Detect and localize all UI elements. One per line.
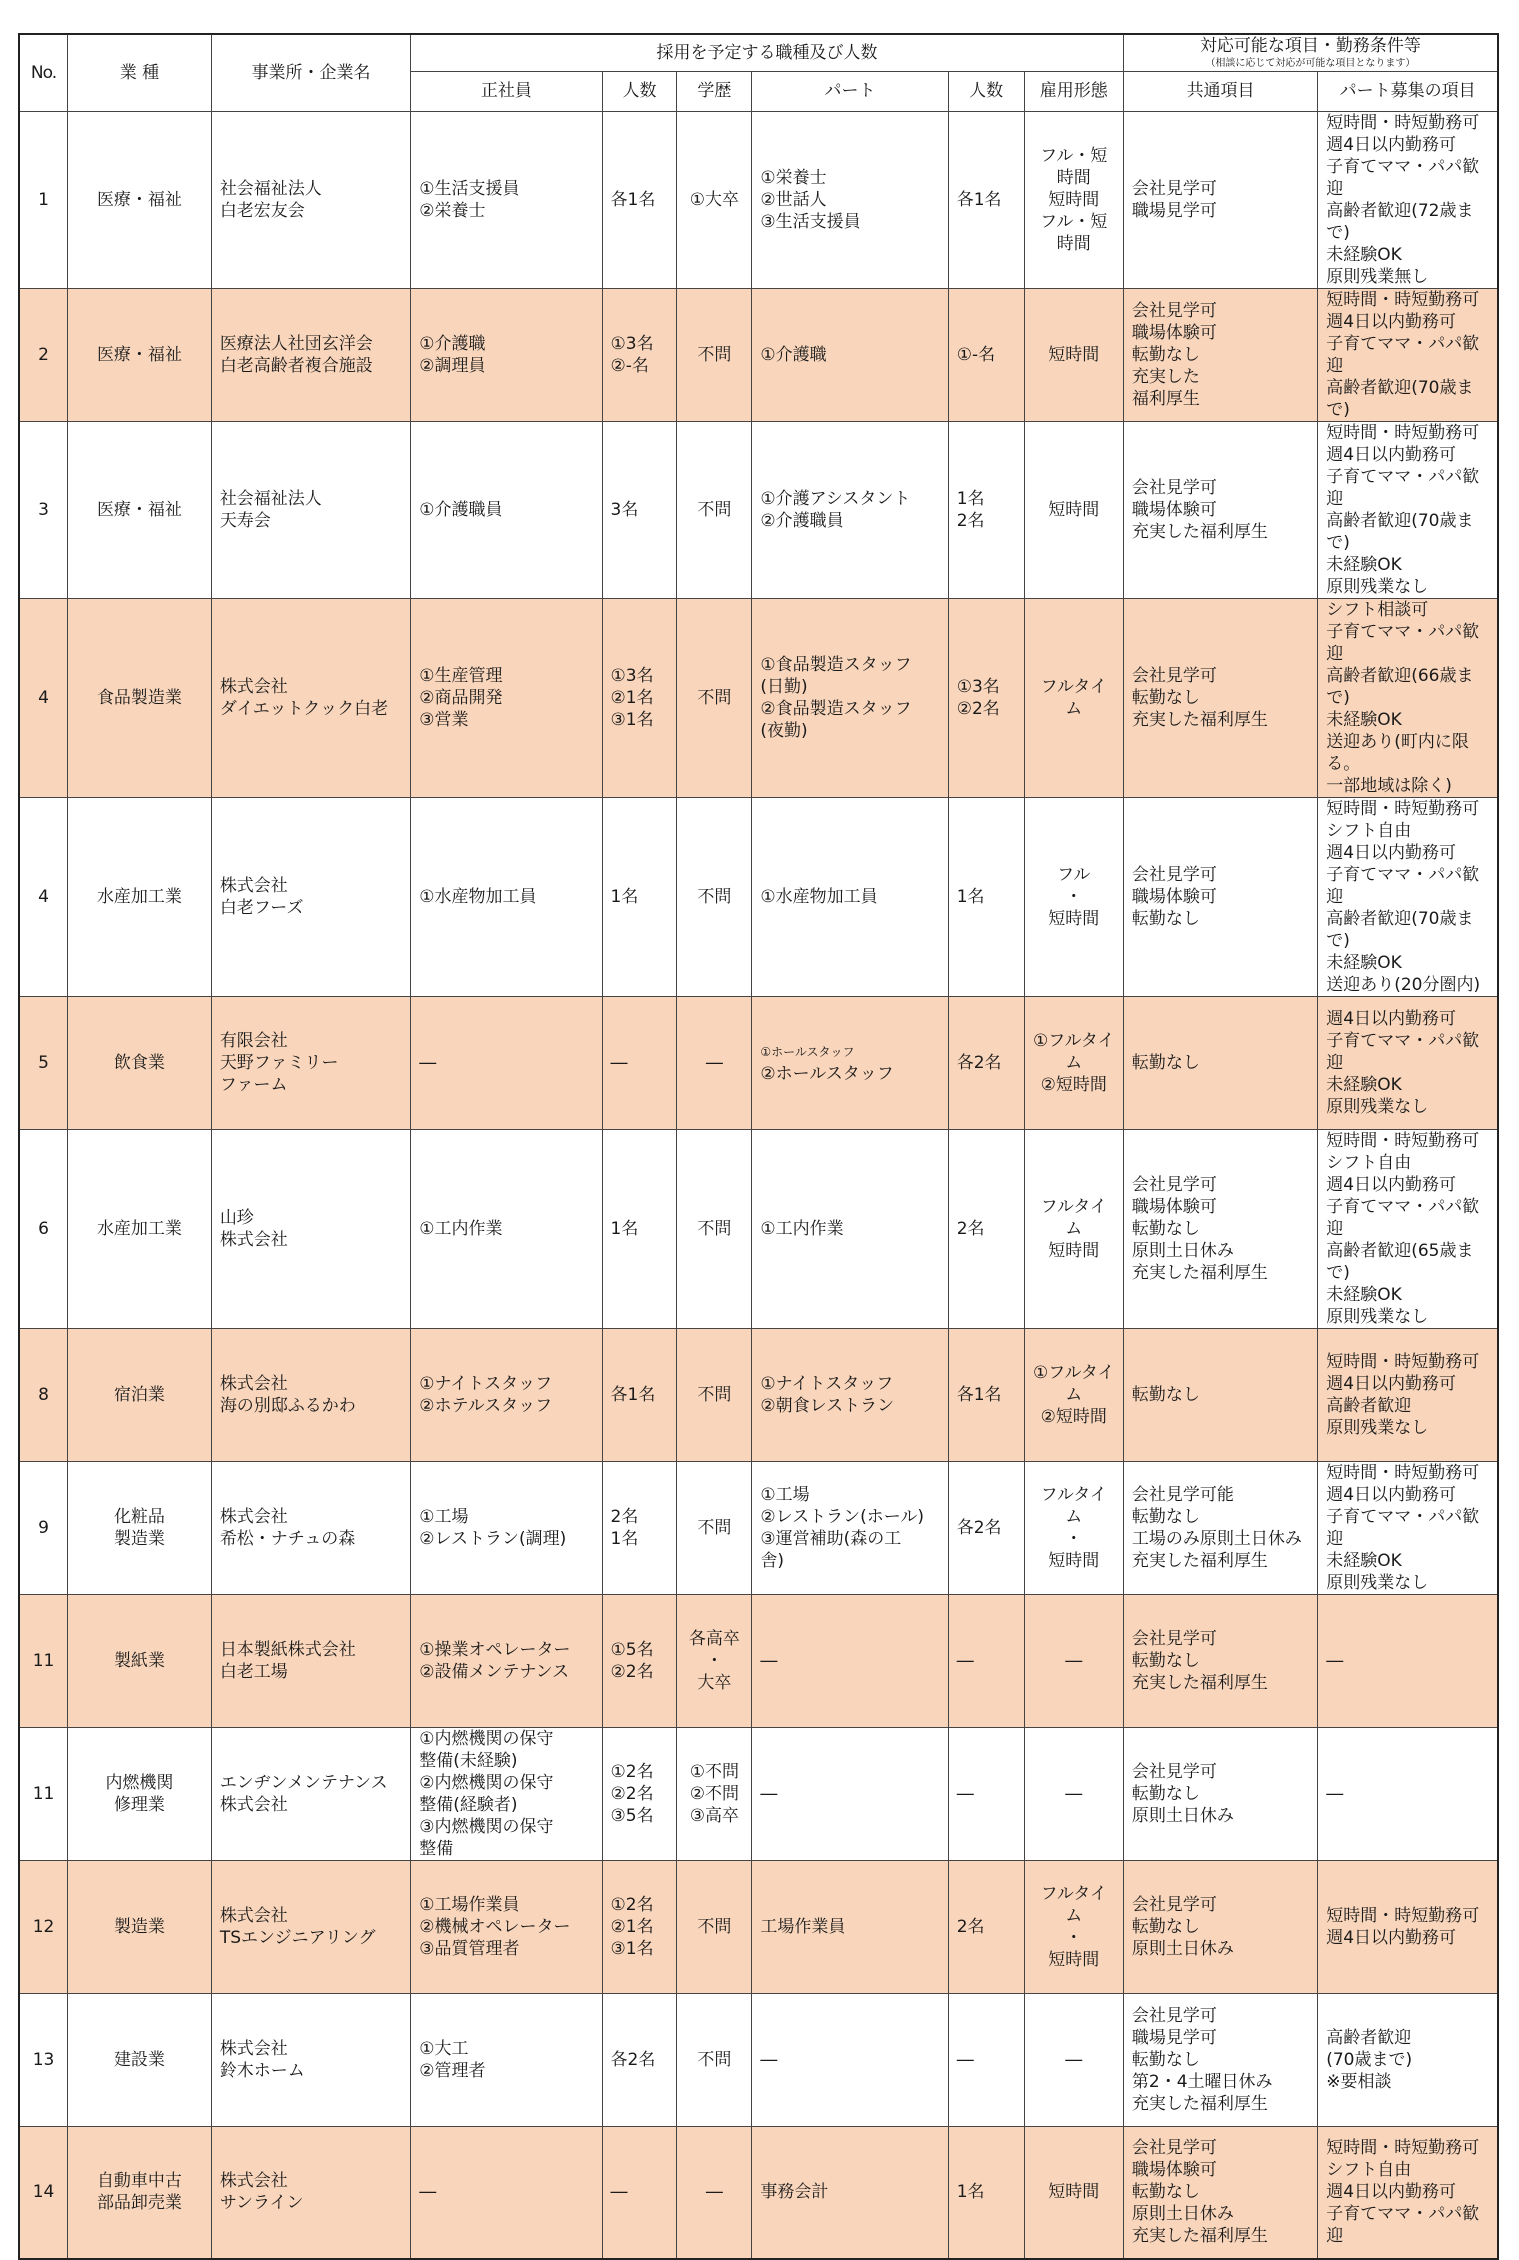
cell-employment: フルタイム ・ 短時間 (1024, 1461, 1123, 1594)
cell-count2: ①3名 ②2名 (948, 598, 1024, 797)
cell-industry: 自動車中古 部品卸売業 (68, 2126, 212, 2259)
header-common: 共通項目 (1123, 71, 1317, 111)
cell-count2: 各1名 (948, 1328, 1024, 1461)
cell-count2: 2名 (948, 1129, 1024, 1328)
cell-industry: 内燃機関 修理業 (68, 1727, 212, 1860)
cell-common: 会社見学可 転勤なし 充実した福利厚生 (1123, 598, 1317, 797)
cell-industry: 製紙業 (68, 1594, 212, 1727)
table-row (19, 1129, 1498, 1328)
cell-no: 11 (19, 1727, 68, 1860)
cell-count2: 2名 (948, 1860, 1024, 1993)
cell-common: 会社見学可 職場見学可 転勤なし 第2・4土曜日休み 充実した福利厚生 (1123, 1993, 1317, 2126)
cell-no: 12 (19, 1860, 68, 1993)
cell-count2: ― (948, 1727, 1024, 1860)
cell-count1: ①3名 ②-名 (602, 288, 677, 421)
table-row (19, 1860, 1498, 1993)
cell-regular: ①操業オペレーター ②設備メンテナンス (411, 1594, 602, 1727)
cell-no: 4 (19, 797, 68, 996)
cell-industry: 医療・福祉 (68, 111, 212, 288)
header-count2: 人数 (948, 71, 1024, 111)
table-row (19, 421, 1498, 598)
cell-no: 5 (19, 996, 68, 1129)
cell-education: 不問 (677, 1860, 752, 1993)
cell-company: 株式会社 白老フーズ (211, 797, 410, 996)
cell-part-items: 短時間・時短勤務可 シフト自由 週4日以内勤務可 子育てママ・パパ歓迎 高齢者歓迎(70歳まで) 未経験OK 送迎あり(20分圏内) (1318, 797, 1498, 996)
header-conditions-note: （相談に応じて対応が可能な項目となります） (1205, 58, 1416, 70)
header-part: パート (752, 71, 948, 111)
cell-industry: 水産加工業 (68, 1129, 212, 1328)
cell-education: 不問 (677, 1129, 752, 1328)
table-row (19, 1993, 1498, 2126)
table-row (19, 1727, 1498, 1860)
cell-education: ― (677, 2126, 752, 2259)
cell-part: ①食品製造スタッフ (日勤) ②食品製造スタッフ (夜勤) (752, 598, 948, 797)
cell-no: 4 (19, 598, 68, 797)
cell-education: 不問 (677, 421, 752, 598)
cell-regular: ― (411, 2126, 602, 2259)
cell-company: 日本製紙株式会社 白老工場 (211, 1594, 410, 1727)
cell-part-items: 短時間・時短勤務可 シフト自由 週4日以内勤務可 子育てママ・パパ歓迎 高齢者歓迎(65歳まで) 未経験OK 原則残業なし (1318, 1129, 1498, 1328)
cell-common: 会社見学可 職場体験可 充実した福利厚生 (1123, 421, 1317, 598)
cell-part-items: 高齢者歓迎 (70歳まで) ※要相談 (1318, 1993, 1498, 2126)
cell-employment: フル・短時間 短時間 フル・短時間 (1024, 111, 1123, 288)
cell-employment: 短時間 (1024, 288, 1123, 421)
header-education: 学歴 (677, 71, 752, 111)
cell-no: 13 (19, 1993, 68, 2126)
cell-no: 8 (19, 1328, 68, 1461)
cell-common: 会社見学可 転勤なし 原則土日休み (1123, 1860, 1317, 1993)
cell-common: 会社見学可 職場体験可 転勤なし 原則土日休み 充実した福利厚生 (1123, 1129, 1317, 1328)
cell-industry: 建設業 (68, 1993, 212, 2126)
cell-regular: ①大工 ②管理者 (411, 1993, 602, 2126)
cell-part-items: ― (1318, 1727, 1498, 1860)
cell-count1: 各2名 (602, 1993, 677, 2126)
cell-company: 株式会社 鈴木ホーム (211, 1993, 410, 2126)
cell-count2: 各1名 (948, 111, 1024, 288)
cell-employment: フルタイム ・ 短時間 (1024, 1860, 1123, 1993)
header-conditions-title: 対応可能な項目・勤務条件等 (1199, 36, 1421, 57)
cell-part: ①工場 ②レストラン(ホール) ③運営補助(森の工 舎) (752, 1461, 948, 1594)
cell-company: 株式会社 ダイエットクック白老 (211, 598, 410, 797)
cell-regular: ①介護職員 (411, 421, 602, 598)
cell-employment: フル ・ 短時間 (1024, 797, 1123, 996)
table-row (19, 288, 1498, 421)
cell-part-items: 短時間・時短勤務可 週4日以内勤務可 高齢者歓迎 原則残業なし (1318, 1328, 1498, 1461)
cell-common: 会社見学可 職場体験可 転勤なし 充実した 福利厚生 (1123, 288, 1317, 421)
cell-company: 株式会社 サンライン (211, 2126, 410, 2259)
cell-no: 1 (19, 111, 68, 288)
cell-part (752, 996, 948, 1129)
cell-common: 会社見学可 職場体験可 転勤なし 原則土日休み 充実した福利厚生 (1123, 2126, 1317, 2259)
cell-count1: 3名 (602, 421, 677, 598)
cell-part-items: 短時間・時短勤務可 週4日以内勤務可 (1318, 1860, 1498, 1993)
cell-count2: ― (948, 1993, 1024, 2126)
cell-company: 株式会社 海の別邸ふるかわ (211, 1328, 410, 1461)
cell-part: 工場作業員 (752, 1860, 948, 1993)
cell-part-items: 短時間・時短勤務可 週4日以内勤務可 子育てママ・パパ歓迎 高齢者歓迎(72歳まで) 未経験OK 原則残業無し (1318, 111, 1498, 288)
cell-employment: 短時間 (1024, 421, 1123, 598)
cell-common: 会社見学可 職場見学可 (1123, 111, 1317, 288)
cell-education: 不問 (677, 1461, 752, 1594)
cell-count2: ― (948, 1594, 1024, 1727)
cell-count2: 1名 (948, 797, 1024, 996)
cell-part-items: 週4日以内勤務可 子育てママ・パパ歓迎 未経験OK 原則残業なし (1318, 996, 1498, 1129)
cell-industry: 食品製造業 (68, 598, 212, 797)
cell-education: ― (677, 996, 752, 1129)
cell-no: 14 (19, 2126, 68, 2259)
table-row (19, 598, 1498, 797)
cell-company: 医療法人社団玄洋会 白老高齢者複合施設 (211, 288, 410, 421)
cell-regular: ①工内作業 (411, 1129, 602, 1328)
header-plan-group: 採用を予定する職種及び人数 (411, 34, 1124, 71)
cell-regular: ①生産管理 ②商品開発 ③営業 (411, 598, 602, 797)
cell-regular: ①ナイトスタッフ ②ホテルスタッフ (411, 1328, 602, 1461)
cell-count1: 1名 (602, 797, 677, 996)
cell-education: 不問 (677, 1993, 752, 2126)
header-count1: 人数 (602, 71, 677, 111)
cell-count1: 各1名 (602, 111, 677, 288)
table-row (19, 1461, 1498, 1594)
cell-regular: ①介護職 ②調理員 (411, 288, 602, 421)
cell-count1: 1名 (602, 1129, 677, 1328)
cell-no: 2 (19, 288, 68, 421)
cell-education: 不問 (677, 797, 752, 996)
cell-part-items: 短時間・時短勤務可 週4日以内勤務可 子育てママ・パパ歓迎 高齢者歓迎(70歳まで) (1318, 288, 1498, 421)
cell-count2: ①-名 (948, 288, 1024, 421)
cell-regular: ①内燃機関の保守 整備(未経験) ②内燃機関の保守 整備(経験者) ③内燃機関の保守 整備 (411, 1727, 602, 1860)
header-regular: 正社員 (411, 71, 602, 111)
cell-employment: ― (1024, 1993, 1123, 2126)
cell-regular: ①生活支援員 ②栄養士 (411, 111, 602, 288)
cell-education: 不問 (677, 598, 752, 797)
recruitment-table (18, 33, 1499, 2260)
header-industry: 業 種 (68, 34, 212, 111)
cell-industry: 医療・福祉 (68, 288, 212, 421)
cell-common: 転勤なし (1123, 996, 1317, 1129)
table-row (19, 1328, 1498, 1461)
table-row (19, 2126, 1498, 2259)
cell-company: 社会福祉法人 天寿会 (211, 421, 410, 598)
cell-company: 社会福祉法人 白老宏友会 (211, 111, 410, 288)
cell-count1: ①2名 ②1名 ③1名 (602, 1860, 677, 1993)
cell-company: 株式会社 希松・ナチュの森 (211, 1461, 410, 1594)
header-conditions-group (1123, 34, 1498, 71)
cell-no: 9 (19, 1461, 68, 1594)
table-row (19, 996, 1498, 1129)
cell-count1: ①5名 ②2名 (602, 1594, 677, 1727)
cell-part: ①栄養士 ②世話人 ③生活支援員 (752, 111, 948, 288)
cell-no: 6 (19, 1129, 68, 1328)
cell-regular: ― (411, 996, 602, 1129)
cell-part: ①介護アシスタント ②介護職員 (752, 421, 948, 598)
part-small-label: ①ホールスタッフ (760, 1045, 855, 1059)
cell-count2: 1名 2名 (948, 421, 1024, 598)
cell-no: 11 (19, 1594, 68, 1727)
cell-part-items: シフト相談可 子育てママ・パパ歓迎 高齢者歓迎(66歳まで) 未経験OK 送迎あり(町内に限る。 一部地域は除く) (1318, 598, 1498, 797)
cell-count1: ①2名 ②2名 ③5名 (602, 1727, 677, 1860)
header-no: No. (19, 34, 68, 111)
table-row (19, 797, 1498, 996)
cell-employment: 短時間 (1024, 2126, 1123, 2259)
cell-employment: ― (1024, 1727, 1123, 1860)
cell-count2: 1名 (948, 2126, 1024, 2259)
cell-company: 有限会社 天野ファミリー ファーム (211, 996, 410, 1129)
cell-common: 会社見学可 転勤なし 充実した福利厚生 (1123, 1594, 1317, 1727)
cell-employment: フルタイム 短時間 (1024, 1129, 1123, 1328)
header-company: 事業所・企業名 (211, 34, 410, 111)
cell-part: ①工内作業 (752, 1129, 948, 1328)
cell-regular: ①水産物加工員 (411, 797, 602, 996)
cell-common: 会社見学可 転勤なし 原則土日休み (1123, 1727, 1317, 1860)
cell-company: 株式会社 TSエンジニアリング (211, 1860, 410, 1993)
cell-part: ①介護職 (752, 288, 948, 421)
cell-industry: 医療・福祉 (68, 421, 212, 598)
cell-count1: 2名 1名 (602, 1461, 677, 1594)
cell-industry: 製造業 (68, 1860, 212, 1993)
cell-count2: 各2名 (948, 996, 1024, 1129)
cell-employment: フルタイム (1024, 598, 1123, 797)
cell-common: 転勤なし (1123, 1328, 1317, 1461)
cell-part-items: 短時間・時短勤務可 週4日以内勤務可 子育てママ・パパ歓迎 未経験OK 原則残業なし (1318, 1461, 1498, 1594)
cell-industry: 飲食業 (68, 996, 212, 1129)
cell-count1: ― (602, 996, 677, 1129)
cell-education: 不問 (677, 288, 752, 421)
cell-part: ― (752, 1727, 948, 1860)
cell-employment: ①フルタイム ②短時間 (1024, 996, 1123, 1129)
cell-education: ①不問 ②不問 ③高卒 (677, 1727, 752, 1860)
cell-part: ①ナイトスタッフ ②朝食レストラン (752, 1328, 948, 1461)
cell-regular: ①工場 ②レストラン(調理) (411, 1461, 602, 1594)
cell-part: ①水産物加工員 (752, 797, 948, 996)
header-part-items: パート募集の項目 (1318, 71, 1498, 111)
cell-part-items: 短時間・時短勤務可 シフト自由 週4日以内勤務可 子育てママ・パパ歓 迎 (1318, 2126, 1498, 2259)
table-row (19, 111, 1498, 288)
header-employment: 雇用形態 (1024, 71, 1123, 111)
cell-employment: ― (1024, 1594, 1123, 1727)
cell-regular: ①工場作業員 ②機械オペレーター ③品質管理者 (411, 1860, 602, 1993)
cell-count1: ①3名 ②1名 ③1名 (602, 598, 677, 797)
cell-industry: 水産加工業 (68, 797, 212, 996)
cell-count1: 各1名 (602, 1328, 677, 1461)
cell-company: エンヂンメンテナンス 株式会社 (211, 1727, 410, 1860)
cell-common: 会社見学可能 転勤なし 工場のみ原則土日休み 充実した福利厚生 (1123, 1461, 1317, 1594)
cell-education: ①大卒 (677, 111, 752, 288)
cell-part-items: ― (1318, 1594, 1498, 1727)
part-label: ②ホールスタッフ (760, 1064, 894, 1084)
cell-count1: ― (602, 2126, 677, 2259)
cell-employment: ①フルタイム ②短時間 (1024, 1328, 1123, 1461)
cell-common: 会社見学可 職場体験可 転勤なし (1123, 797, 1317, 996)
table-body (19, 111, 1498, 2259)
table-row (19, 1594, 1498, 1727)
cell-no: 3 (19, 421, 68, 598)
cell-part: 事務会計 (752, 2126, 948, 2259)
cell-part: ― (752, 1594, 948, 1727)
cell-count2: 各2名 (948, 1461, 1024, 1594)
cell-education: 不問 (677, 1328, 752, 1461)
cell-education: 各高卒 ・ 大卒 (677, 1594, 752, 1727)
cell-part-items: 短時間・時短勤務可 週4日以内勤務可 子育てママ・パパ歓迎 高齢者歓迎(70歳まで) 未経験OK 原則残業なし (1318, 421, 1498, 598)
cell-part: ― (752, 1993, 948, 2126)
cell-industry: 化粧品 製造業 (68, 1461, 212, 1594)
cell-industry: 宿泊業 (68, 1328, 212, 1461)
cell-company: 山珍 株式会社 (211, 1129, 410, 1328)
